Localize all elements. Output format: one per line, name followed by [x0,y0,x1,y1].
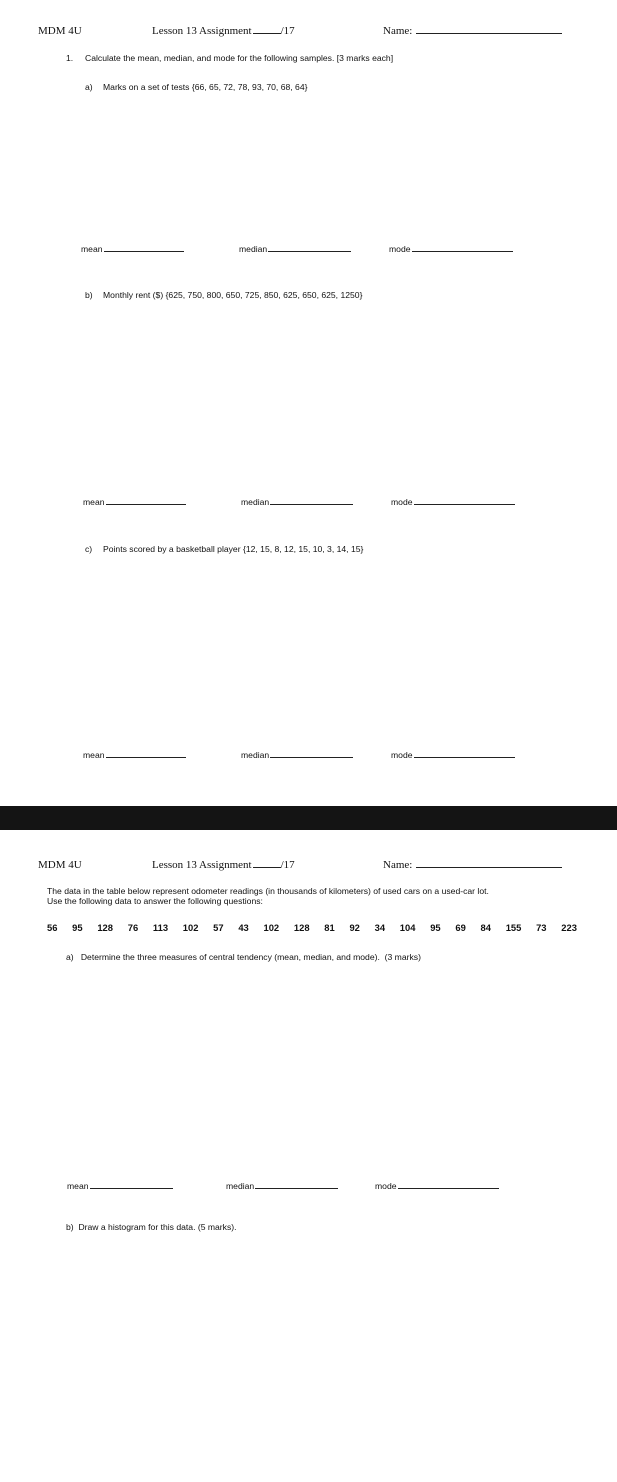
question-1-number: 1. [66,53,74,63]
part-a-mode-field: mode [389,244,513,254]
data-value: 56 [47,922,58,933]
mean-blank[interactable] [106,757,186,758]
data-value: 76 [127,922,139,933]
mode-blank[interactable] [412,251,513,252]
part-b-label: b) [85,290,93,300]
odometer-data-row [47,922,577,933]
part-b-mode-field: mode [391,497,515,507]
name-blank[interactable] [416,867,562,868]
mode-blank[interactable] [414,504,515,505]
question-b: b) Draw a histogram for this data. (5 marks). [66,1222,237,1232]
intro-line-2: Use the following data to answer the following questions: [47,896,263,906]
name-field: Name: [383,25,562,37]
question-1-text: Calculate the mean, median, and mode for the following samples. [3 marks each] [85,53,394,63]
part-b-text: Monthly rent ($) {625, 750, 800, 650, 725, 850, 625, 650, 625, 1250} [103,290,363,300]
data-value: 81 [324,922,335,933]
part-c-label: c) [85,544,93,554]
q2a-mean-field: mean [67,1181,173,1191]
median-blank[interactable] [268,251,351,252]
course-code: MDM 4U [38,859,82,871]
data-value: 57 [213,922,224,933]
data-value: 84 [480,922,491,933]
data-value: 69 [455,922,466,933]
part-c-mean-field: mean [83,750,186,760]
part-a-text: Marks on a set of tests {66, 65, 72, 78, 93, 70, 68, 64} [103,82,308,92]
part-c-text: Points scored by a basketball player {12, 15, 8, 12, 15, 10, 3, 14, 15} [103,544,364,554]
q2a-mode-field: mode [375,1181,499,1191]
mean-blank[interactable] [106,504,186,505]
part-b-mean-field: mean [83,497,186,507]
data-value: 128 [293,922,310,933]
name-blank[interactable] [416,33,562,34]
data-value: 113 [152,922,169,933]
data-value: 92 [349,922,360,933]
course-code: MDM 4U [38,25,82,37]
part-a-median-field: median [239,244,351,254]
mode-blank[interactable] [414,757,515,758]
data-value: 102 [182,922,199,933]
lesson-title: Lesson 13 Assignment /17 [152,859,295,871]
data-value: 223 [561,922,577,933]
data-value: 95 [430,922,441,933]
mode-blank[interactable] [398,1188,499,1189]
score-blank[interactable] [253,33,281,34]
mean-blank[interactable] [90,1188,173,1189]
data-value: 155 [505,922,522,933]
page-divider [0,806,617,830]
median-blank[interactable] [270,757,353,758]
data-value: 73 [536,922,547,933]
part-b-median-field: median [241,497,353,507]
q2a-median-field: median [226,1181,338,1191]
data-value: 95 [72,922,83,933]
data-value: 102 [263,922,280,933]
part-c-median-field: median [241,750,353,760]
data-value: 104 [399,922,416,933]
name-field: Name: [383,859,562,871]
median-blank[interactable] [270,504,353,505]
score-blank[interactable] [253,867,281,868]
part-c-mode-field: mode [391,750,515,760]
data-value: 128 [97,922,113,933]
part-a-mean-field: mean [81,244,184,254]
lesson-title: Lesson 13 Assignment /17 [152,25,295,37]
data-value: 34 [374,922,386,933]
median-blank[interactable] [255,1188,338,1189]
data-value: 43 [238,922,249,933]
part-a-label: a) [85,82,93,92]
question-a: a) Determine the three measures of central tendency (mean, median, and mode). (3 marks) [66,952,421,962]
mean-blank[interactable] [104,251,184,252]
intro-line-1: The data in the table below represent odometer readings (in thousands of kilometers) of used cars on a used-car lot. [47,886,489,896]
